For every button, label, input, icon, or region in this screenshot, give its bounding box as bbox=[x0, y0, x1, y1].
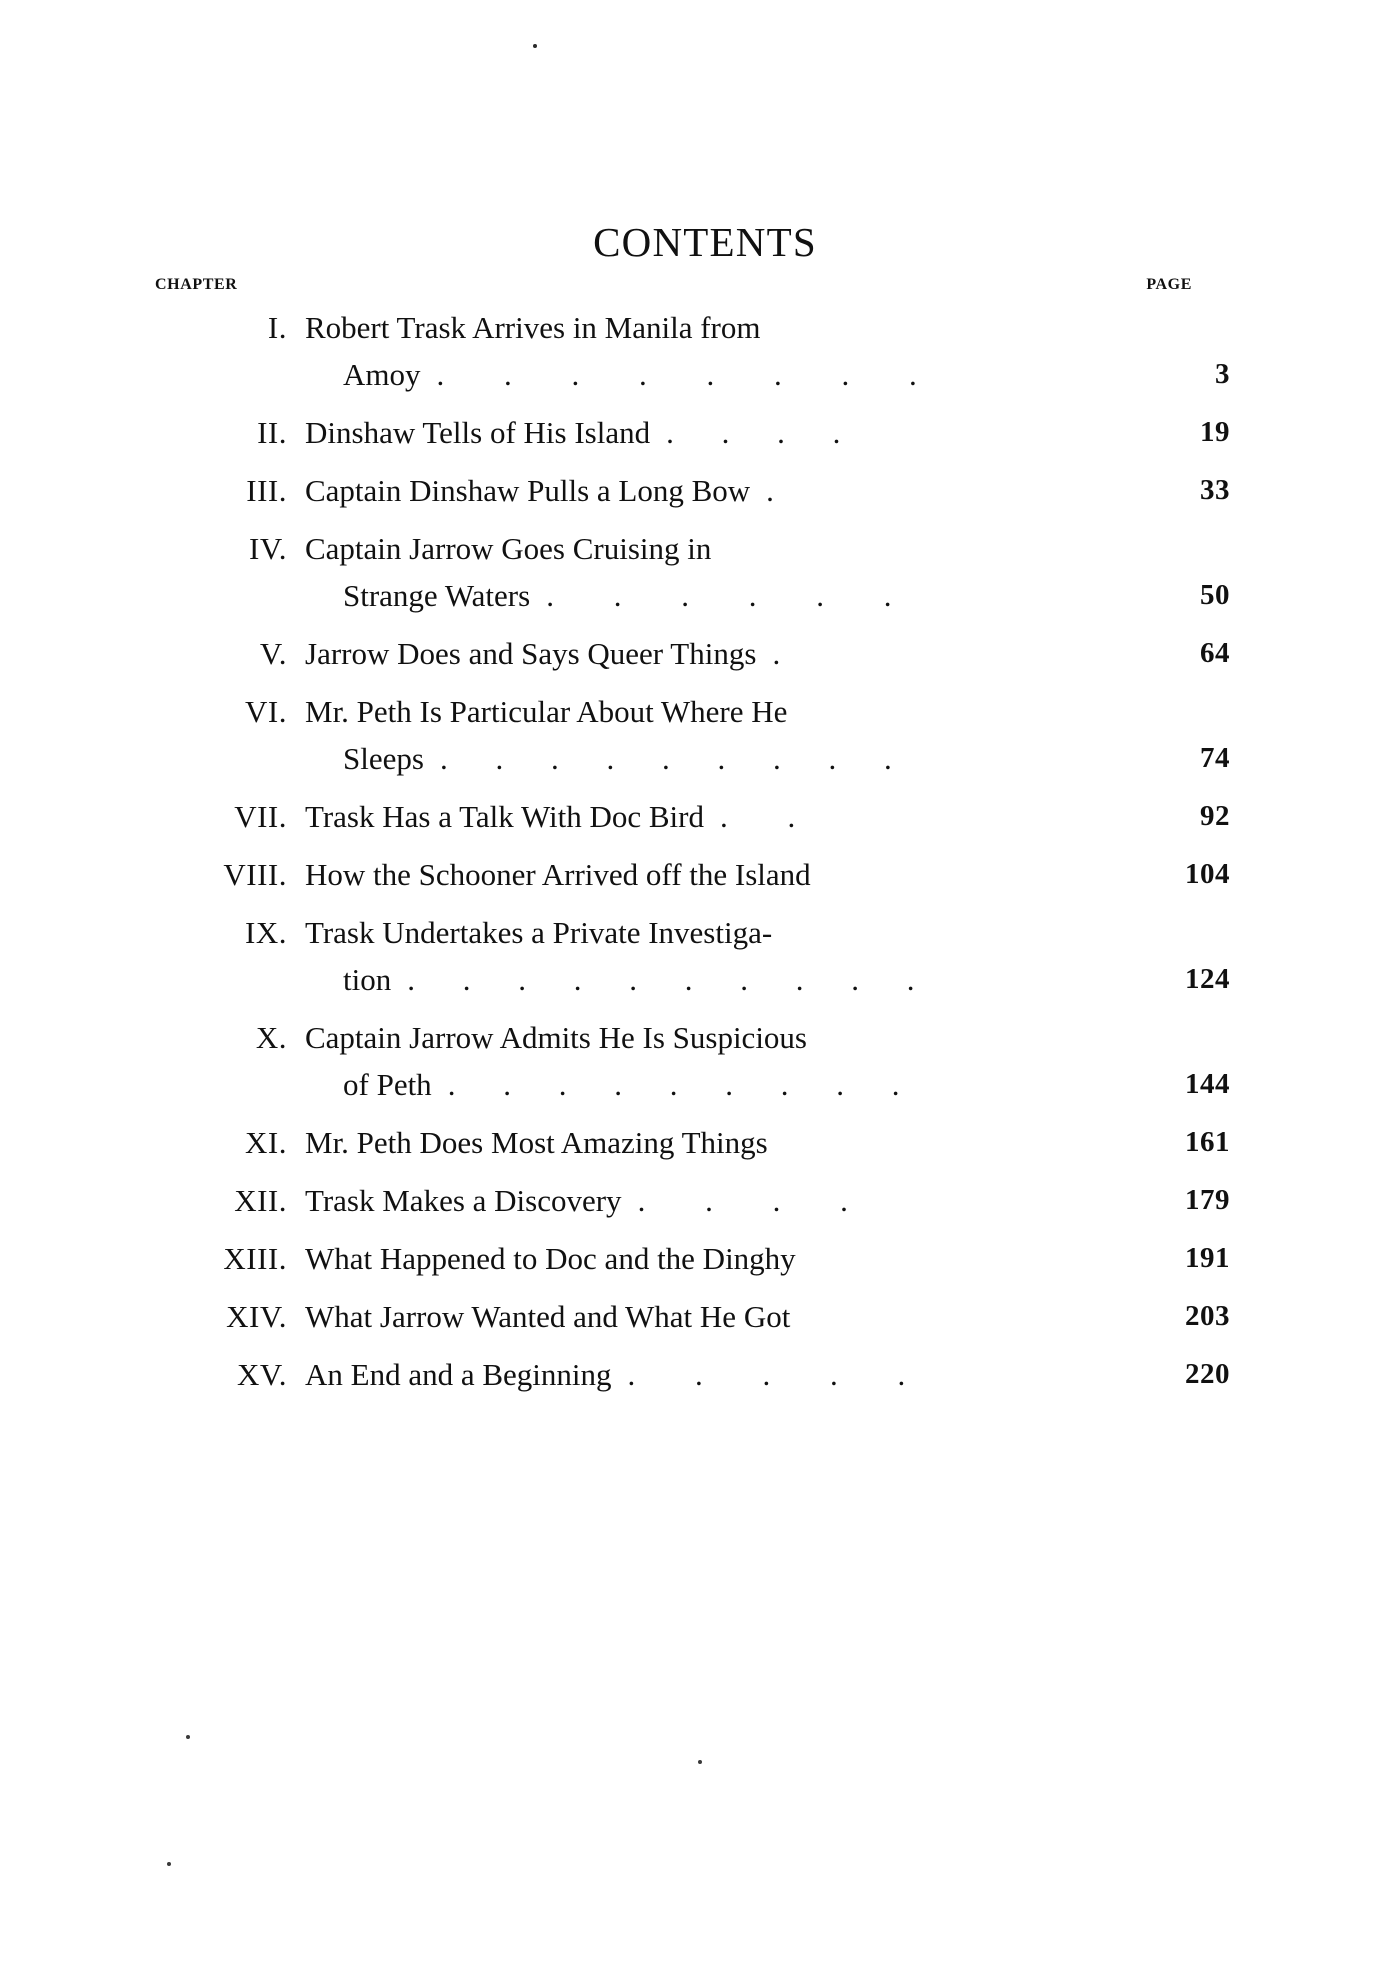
leader-dots: . . . . bbox=[666, 415, 861, 450]
chapter-title-line1: Captain Dinshaw Pulls a Long Bow bbox=[305, 473, 751, 508]
chapter-number: XI. bbox=[245, 1125, 287, 1160]
leader-dots: . . bbox=[720, 799, 822, 834]
chapter-title bbox=[305, 467, 1140, 514]
leader-dots: . . . . . . . . . bbox=[439, 741, 912, 776]
chapter-title-line1-row bbox=[305, 409, 1140, 456]
list-item[interactable] bbox=[155, 409, 1240, 456]
page-number: 191 bbox=[1185, 1242, 1230, 1274]
chapter-title bbox=[305, 688, 1140, 782]
chapter-number: VI. bbox=[245, 694, 287, 729]
leader-dots: . . . . . bbox=[627, 1357, 932, 1392]
leader-dots: . bbox=[772, 636, 801, 671]
page-number: 50 bbox=[1200, 579, 1230, 611]
chapter-title-line1: Trask Undertakes a Private Investiga- bbox=[305, 915, 773, 950]
page-speck-bottom-left-lower bbox=[167, 1862, 171, 1866]
chapter-number: VII. bbox=[234, 799, 287, 834]
page-number: 74 bbox=[1200, 742, 1230, 774]
chapter-title bbox=[305, 1293, 1140, 1340]
chapter-title-line2-row bbox=[305, 956, 1140, 1003]
list-item[interactable] bbox=[155, 1119, 1240, 1166]
list-item[interactable] bbox=[155, 851, 1240, 898]
column-header-page: PAGE bbox=[1146, 276, 1192, 293]
page-number: 104 bbox=[1185, 858, 1230, 890]
chapter-number: XIV. bbox=[226, 1299, 287, 1334]
chapter-number: VIII. bbox=[223, 857, 287, 892]
page-number: 220 bbox=[1185, 1358, 1230, 1390]
chapter-title-line1: What Jarrow Wanted and What He Got bbox=[305, 1299, 791, 1334]
chapter-title-line1: Captain Jarrow Admits He Is Suspicious bbox=[305, 1020, 807, 1055]
chapter-title-line2-row bbox=[305, 735, 1140, 782]
page-number: 19 bbox=[1200, 416, 1230, 448]
page-number: 124 bbox=[1185, 963, 1230, 995]
toc-list bbox=[155, 304, 1240, 1398]
chapter-title-line1: Robert Trask Arrives in Manila from bbox=[305, 310, 761, 345]
list-item[interactable] bbox=[155, 1351, 1240, 1398]
chapter-title-line1-row bbox=[305, 467, 1140, 514]
chapter-title-line2: Sleeps bbox=[343, 741, 424, 776]
chapter-title-line1: Trask Has a Talk With Doc Bird bbox=[305, 799, 704, 834]
column-header-chapter: CHAPTER bbox=[155, 276, 238, 293]
chapter-number: IV. bbox=[249, 531, 287, 566]
page-number: 179 bbox=[1185, 1184, 1230, 1216]
chapter-number: III. bbox=[246, 473, 287, 508]
chapter-title-line1: Captain Jarrow Goes Cruising in bbox=[305, 531, 712, 566]
list-item[interactable] bbox=[155, 688, 1240, 782]
chapter-title-line2-row bbox=[305, 351, 1140, 398]
chapter-number: XIII. bbox=[223, 1241, 287, 1276]
chapter-number: IX. bbox=[245, 915, 287, 950]
list-item[interactable] bbox=[155, 304, 1240, 398]
list-item[interactable] bbox=[155, 1235, 1240, 1282]
leader-dots: . . . . bbox=[637, 1183, 874, 1218]
chapter-title-line1: An End and a Beginning bbox=[305, 1357, 612, 1392]
chapter-title-line2: of Peth bbox=[343, 1067, 432, 1102]
chapter-number: II. bbox=[257, 415, 287, 450]
page-number: 64 bbox=[1200, 637, 1230, 669]
page-speck-top bbox=[533, 44, 537, 48]
list-item[interactable] bbox=[155, 1293, 1240, 1340]
chapter-title bbox=[305, 1351, 1140, 1398]
page-number: 92 bbox=[1200, 800, 1230, 832]
list-item[interactable] bbox=[155, 1177, 1240, 1224]
chapter-title bbox=[305, 851, 1140, 898]
chapter-title-line1: Trask Makes a Discovery bbox=[305, 1183, 622, 1218]
list-item[interactable] bbox=[155, 467, 1240, 514]
page-number: 33 bbox=[1200, 474, 1230, 506]
chapter-title bbox=[305, 409, 1140, 456]
chapter-title-line1-row bbox=[305, 793, 1140, 840]
chapter-title-line1: Jarrow Does and Says Queer Things bbox=[305, 636, 757, 671]
chapter-title-line2: Strange Waters bbox=[343, 578, 531, 613]
table-of-contents bbox=[155, 218, 1240, 1409]
chapter-number: I. bbox=[267, 310, 287, 345]
chapter-title-line1: Mr. Peth Does Most Amazing Things bbox=[305, 1125, 768, 1160]
chapter-title-line2: tion bbox=[343, 962, 392, 997]
page-speck-bottom-center bbox=[698, 1760, 702, 1764]
chapter-title bbox=[305, 1235, 1140, 1282]
chapter-number: XV. bbox=[236, 1357, 287, 1392]
page-number: 144 bbox=[1185, 1068, 1230, 1100]
chapter-title bbox=[305, 1119, 1140, 1166]
chapter-title-line1-row bbox=[305, 1177, 1140, 1224]
leader-dots: . bbox=[766, 473, 794, 508]
leader-dots: . . . . . . bbox=[546, 578, 918, 613]
page-number: 161 bbox=[1185, 1126, 1230, 1158]
chapter-title bbox=[305, 525, 1140, 619]
column-headers bbox=[155, 276, 1240, 302]
page-speck-bottom-left bbox=[186, 1735, 190, 1739]
chapter-title-line1: What Happened to Doc and the Dinghy bbox=[305, 1241, 796, 1276]
chapter-title bbox=[305, 909, 1140, 1003]
list-item[interactable] bbox=[155, 630, 1240, 677]
chapter-title-line1: How the Schooner Arrived off the Island bbox=[305, 857, 811, 892]
page-title: CONTENTS bbox=[593, 219, 817, 265]
chapter-title bbox=[305, 304, 1140, 398]
chapter-number: X. bbox=[255, 1020, 287, 1055]
leader-dots: . . . . . . . . . . bbox=[407, 962, 935, 997]
leader-dots: . . . . . . . . . bbox=[447, 1067, 920, 1102]
chapter-title-line2: Amoy bbox=[343, 357, 421, 392]
chapter-title bbox=[305, 1177, 1140, 1224]
chapter-title-line1-row bbox=[305, 630, 1140, 677]
chapter-title bbox=[305, 630, 1140, 677]
chapter-title-line1-row bbox=[305, 1351, 1140, 1398]
chapter-title-line2-row bbox=[305, 572, 1140, 619]
chapter-title-line1: Dinshaw Tells of His Island bbox=[305, 415, 651, 450]
list-item[interactable] bbox=[155, 525, 1240, 619]
chapter-title bbox=[305, 1014, 1140, 1108]
chapter-number: XII. bbox=[234, 1183, 287, 1218]
chapter-title-line1: Mr. Peth Is Particular About Where He bbox=[305, 694, 788, 729]
chapter-title bbox=[305, 793, 1140, 840]
list-item[interactable] bbox=[155, 1014, 1240, 1108]
list-item[interactable] bbox=[155, 793, 1240, 840]
leader-dots: . . . . . . . . bbox=[436, 357, 943, 392]
chapter-title-line2-row bbox=[305, 1061, 1140, 1108]
page-number: 203 bbox=[1185, 1300, 1230, 1332]
chapter-number: V. bbox=[259, 636, 287, 671]
list-item[interactable] bbox=[155, 909, 1240, 1003]
page-number: 3 bbox=[1215, 358, 1230, 390]
